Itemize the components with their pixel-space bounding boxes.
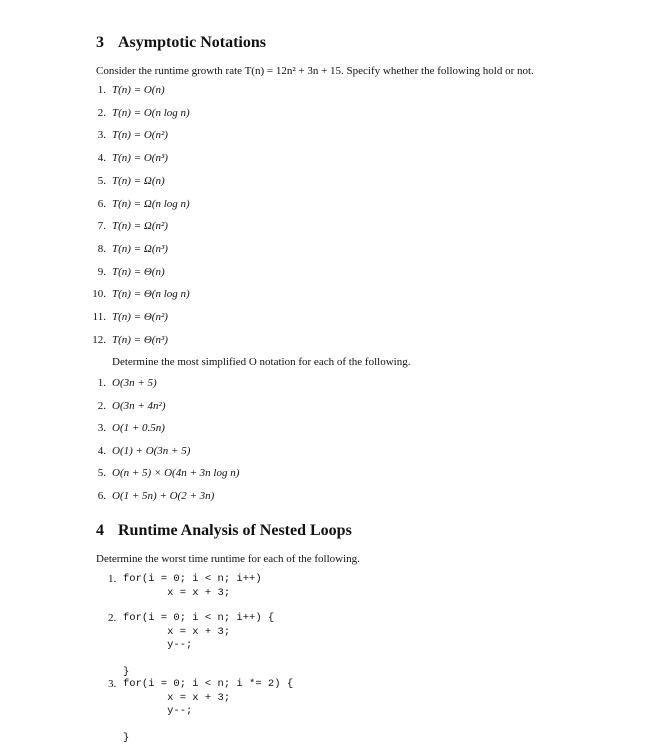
list-item-expression: T(n) = Ω(n log n) <box>112 197 190 210</box>
section-3-heading <box>96 34 266 52</box>
list-item-expression: O(3n + 5) <box>112 377 157 389</box>
list-item-expression: T(n) = Ω(n) <box>112 174 165 187</box>
section-4-intro: Determine the worst time runtime for each of the following. <box>96 553 360 565</box>
list-item-number: 4. <box>97 444 106 457</box>
list-item <box>84 288 190 300</box>
list-item-number: 1. <box>97 84 106 96</box>
code-line: for(i = 0; i < n; i++) <box>123 573 262 585</box>
list-item <box>84 220 168 232</box>
list-item <box>84 422 165 434</box>
list-item-expression: T(n) = Θ(n²) <box>112 311 168 323</box>
list-item-number: 10. <box>92 288 106 301</box>
list-item-number: 1. <box>97 377 106 389</box>
list-item-expression: T(n) = Θ(n) <box>112 265 165 278</box>
list-item-number: 6. <box>97 490 106 502</box>
section-3-intro: Consider the runtime growth rate T(n) = 12n² + 3n + 15. Specify whether the following hold or not. <box>96 65 534 77</box>
list-item-expression: O(1 + 5n) + O(2 + 3n) <box>112 490 215 502</box>
list-item-number: 3. <box>97 129 106 142</box>
list-item <box>84 400 166 412</box>
list-item-expression: T(n) = Ω(n²) <box>112 220 168 233</box>
list-item-expression: T(n) = O(n³) <box>112 152 168 165</box>
list-item-number: 3. <box>97 422 106 435</box>
section-4-number: 4 <box>96 522 104 539</box>
list-item-expression: T(n) = O(n log n) <box>112 106 190 119</box>
list-item-number: 9. <box>97 265 106 278</box>
list-item <box>84 84 165 96</box>
list-item-number: 8. <box>97 242 106 255</box>
loop-number: 1. <box>108 573 117 585</box>
list-item <box>84 152 168 164</box>
list-item-number: 5. <box>97 467 106 480</box>
list-item-expression: O(1) + O(3n + 5) <box>112 444 191 457</box>
list-item <box>84 243 168 255</box>
code-line: for(i = 0; i < n; i *= 2) { <box>123 678 294 690</box>
list-item <box>84 129 168 141</box>
code-line: x = x + 3; <box>123 691 231 704</box>
code-line: y--; <box>123 705 193 717</box>
list-item <box>84 445 190 457</box>
code-line: } <box>123 732 130 744</box>
code-line: } <box>123 666 130 678</box>
list-item <box>84 107 190 119</box>
list-item-expression: T(n) = Θ(n³) <box>112 333 168 346</box>
code-line: x = x + 3; <box>123 625 231 638</box>
list-item-number: 2. <box>97 399 106 412</box>
loop-number: 2. <box>108 612 117 624</box>
list-item <box>84 266 165 278</box>
list-item-number: 11. <box>92 311 106 323</box>
loop-number: 3. <box>108 678 117 690</box>
list-item-expression: O(n + 5) × O(4n + 3n log n) <box>112 467 240 480</box>
section-4-heading <box>96 522 352 540</box>
code-line: for(i = 0; i < n; i++) { <box>123 612 275 624</box>
list-item <box>84 490 214 502</box>
section-3-intro-2: Determine the most simplified O notation for each of the following. <box>112 356 411 368</box>
list-item <box>84 334 168 346</box>
list-item-number: 2. <box>97 106 106 119</box>
list-item <box>84 311 168 323</box>
list-item <box>84 467 239 479</box>
section-3-title: Asymptotic Notations <box>118 34 266 51</box>
list-item-expression: T(n) = O(n²) <box>112 129 168 142</box>
list-item-number: 5. <box>97 174 106 187</box>
list-item-expression: T(n) = Ω(n³) <box>112 242 168 255</box>
code-line: x = x + 3; <box>123 586 231 599</box>
list-item-expression: O(1 + 0.5n) <box>112 422 165 435</box>
code-line: y--; <box>123 639 193 651</box>
list-item-number: 4. <box>97 152 106 165</box>
list-item-number: 12. <box>92 333 106 346</box>
section-3-number: 3 <box>96 34 104 51</box>
list-item <box>84 175 165 187</box>
list-item-expression: T(n) = O(n) <box>112 84 165 96</box>
list-item-expression: T(n) = Θ(n log n) <box>112 288 190 301</box>
list-item <box>84 377 157 389</box>
list-item <box>84 198 190 210</box>
list-item-number: 6. <box>97 197 106 210</box>
list-item-number: 7. <box>97 220 106 233</box>
section-4-title: Runtime Analysis of Nested Loops <box>118 522 352 539</box>
list-item-expression: O(3n + 4n²) <box>112 399 166 412</box>
